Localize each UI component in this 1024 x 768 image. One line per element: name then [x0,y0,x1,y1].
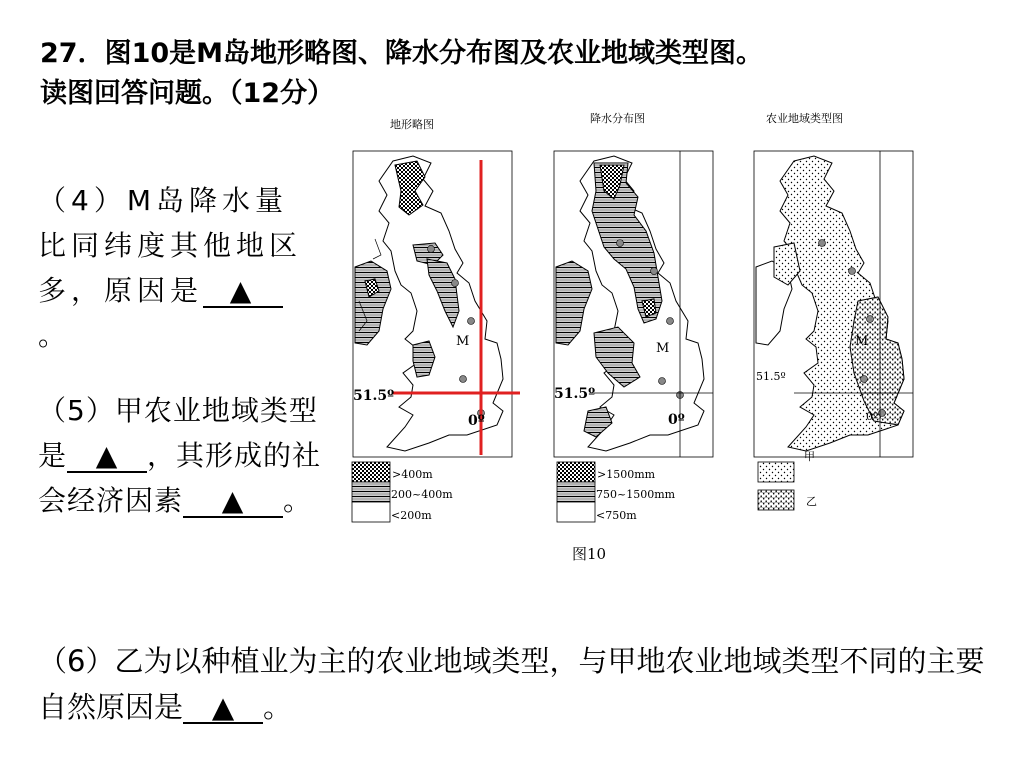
agri-lon-label: 0º [866,410,879,423]
legend-agri-jia: 甲 [804,450,815,463]
legend-swatch-wet [557,462,595,482]
terrain-lat-label: 51.5º [353,388,395,404]
answer-blank-5a[interactable]: ▲ [67,441,147,473]
rain-legend [557,462,676,522]
legend-rain-2: 750~1500mm [596,488,676,501]
question-6-end: 。 [263,690,293,724]
question-4-end: 。 [38,319,72,352]
figure-label: 图10 [572,545,607,563]
legend-swatch-high [352,462,390,482]
terrain-lon-label: 0º [468,413,485,429]
question-27-line1: 27．图10是M岛地形略图、降水分布图及农业地域类型图。 [40,38,764,69]
terrain-map-title: 地形略图 [390,118,434,131]
legend-rain-1: >1500mm [597,468,656,481]
rain-lon-label: 0º [668,412,685,428]
terrain-legend [352,462,453,522]
agri-map [754,151,913,457]
legend-rain-3: <750m [596,509,637,522]
legend-terrain-2: 200~400m [391,488,453,501]
legend-swatch-jia [758,462,794,482]
agri-map-title: 农业地域类型图 [766,112,843,125]
legend-swatch-moderate [557,482,595,502]
terrain-island-label: M [456,334,470,349]
legend-terrain-3: <200m [391,509,432,522]
rain-map-title: 降水分布图 [590,112,645,125]
legend-terrain-1: >400m [392,468,433,481]
legend-swatch-yi [758,490,794,510]
agri-lat-label: 51.5º [756,370,786,383]
rain-island-label: M [656,341,670,356]
legend-swatch-low [352,502,390,522]
agri-legend [758,450,817,510]
answer-blank-4[interactable]: ▲ [203,276,283,308]
terrain-map [353,151,512,457]
question-6-text: （6）乙为以种植业为主的农业地域类型，与甲地农业地域类型不同的主要自然原因是 [38,644,985,724]
question-4-text: （4）M岛降水量比同纬度其他地区多，原因是 [38,184,303,307]
question-27-line2: 读图回答问题。（12分） [40,78,335,109]
agri-island-label: M [855,334,869,349]
legend-swatch-mid [352,482,390,502]
answer-blank-6[interactable]: ▲ [183,692,263,724]
rain-map [554,151,713,457]
legend-agri-yi: 乙 [806,495,817,508]
legend-swatch-dry [557,502,595,522]
rain-lat-label: 51.5º [554,386,596,402]
question-5-mid: ，其形成的社会经济因素 [38,439,322,517]
question-5-end: 。 [283,484,313,517]
answer-blank-5b[interactable]: ▲ [183,486,283,518]
question-5-text1: （5）甲农业地域类型是 [38,394,318,472]
